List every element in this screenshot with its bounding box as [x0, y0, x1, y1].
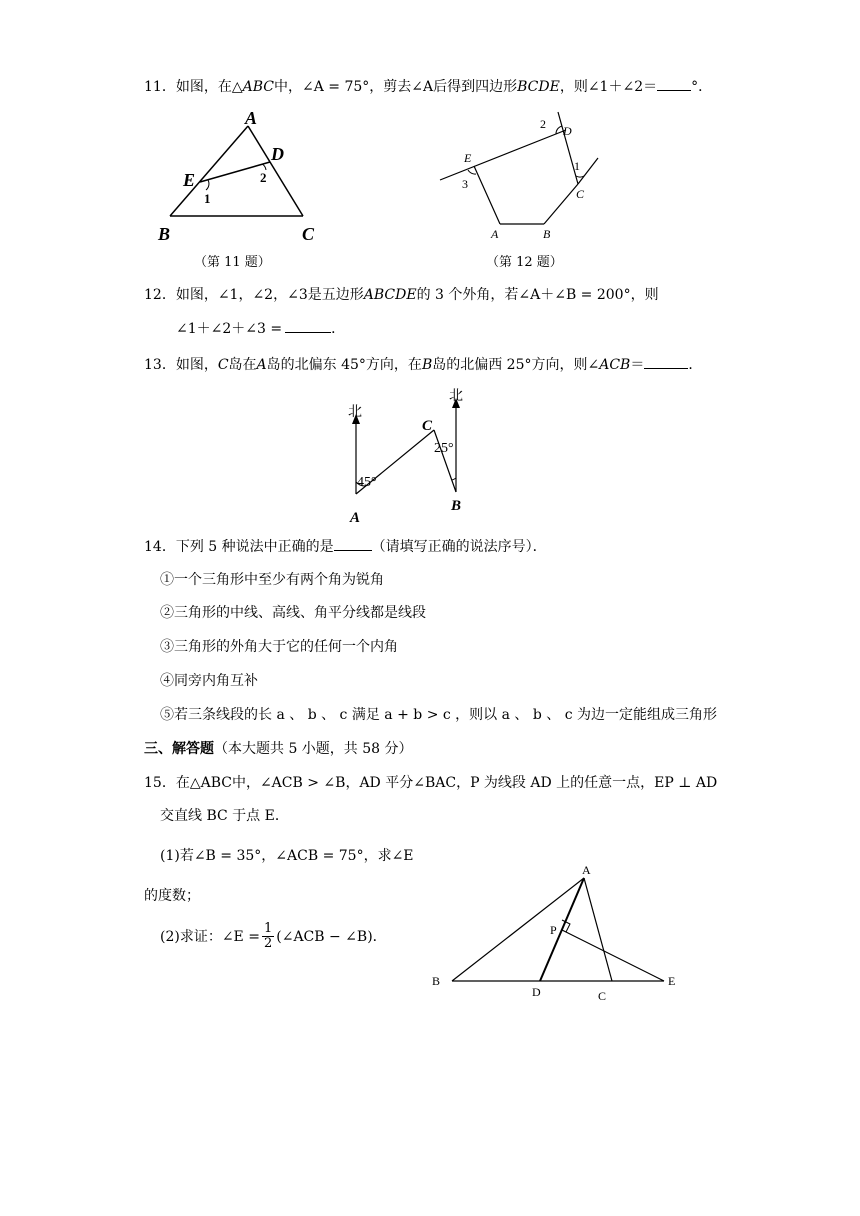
- q15-line-pe: [562, 930, 664, 981]
- q12-line-ed: [440, 130, 566, 180]
- q11-label-d: D: [271, 144, 284, 164]
- q11-answer-blank[interactable]: [657, 76, 691, 91]
- q15-side-ab: [452, 878, 584, 981]
- q12-side-ea: [474, 166, 500, 224]
- q15-figure: [424, 864, 684, 1004]
- q12-text-2: 的 3 个外角，若∠A＋∠B = 200°，则: [416, 287, 659, 303]
- q12-label-c: C: [576, 187, 585, 201]
- q14-item-5: ⑤若三条线段的长 a 、 b 、 c 满足 a + b > c ，则以 a 、 b 、 c 为边一定能组成三角形: [160, 707, 718, 723]
- q13-angle-b-arc: [452, 478, 456, 480]
- q13-label-a: A: [350, 510, 361, 526]
- q15-label-c: C: [598, 989, 607, 1003]
- q12-stem: [144, 285, 659, 305]
- q14-answer-blank[interactable]: [334, 536, 372, 551]
- section3-title: 三、解答题: [144, 741, 214, 757]
- q13-text-4: 岛的北偏西 25°方向，则∠: [432, 357, 600, 373]
- q12-pentagon: ABCDE: [363, 287, 417, 303]
- q13-text-6: ．: [688, 357, 703, 373]
- q12-angle1-arc: [576, 176, 584, 177]
- q15-fraction: [262, 922, 274, 951]
- q11-label-e: E: [183, 170, 196, 190]
- q13-a: A: [256, 357, 267, 373]
- q12-label-b: B: [543, 227, 551, 241]
- q12-line-dc: [558, 112, 578, 184]
- q11-label-b: B: [158, 224, 171, 244]
- q13-north-label-b: 北: [449, 389, 463, 404]
- q14-item-1: ①一个三角形中至少有两个角为锐角: [160, 572, 384, 588]
- q12-label-e: E: [464, 151, 472, 165]
- q13-text-3: 岛的北偏东 45°方向，在: [266, 357, 422, 373]
- q11-side-ac: [248, 126, 303, 216]
- q13-label-c: C: [422, 418, 433, 434]
- q12-label-d: D: [563, 124, 572, 138]
- q12-figure: [436, 108, 616, 244]
- q15-label-p: P: [550, 923, 557, 937]
- q13-figure: [340, 386, 480, 528]
- q11-caption: （第 11 题）: [194, 255, 271, 270]
- q13-north-label-a: 北: [348, 405, 362, 420]
- q14-text-2: （请填写正确的说法序号）．: [371, 539, 547, 555]
- q12-label-1: 1: [574, 159, 580, 173]
- q12-text-4: ．: [331, 321, 346, 337]
- q12-ext-c: [578, 158, 598, 184]
- q11-angle1-arc: [206, 180, 209, 190]
- section3-heading: [144, 739, 413, 759]
- q15-side-ac: [584, 878, 612, 981]
- q12-answer-blank[interactable]: [285, 318, 331, 333]
- q12-angle3-arc: [468, 170, 476, 174]
- q11-label-a: A: [245, 108, 258, 128]
- q11-label-1: 1: [204, 191, 211, 206]
- q13-acb: ACB: [599, 357, 631, 373]
- q11-figure: [150, 104, 330, 244]
- q15-part2-text: (2)求证：∠E =: [160, 928, 260, 945]
- q11-text: 11．如图，在: [144, 79, 232, 95]
- q11-label-2: 2: [260, 170, 267, 185]
- q15-bisector-ad: [540, 878, 584, 981]
- q13-text-2: 岛在: [228, 357, 257, 373]
- q13-b: B: [421, 357, 433, 373]
- q15-fraction-num: 1: [263, 921, 273, 936]
- q13-angle-25: 25°: [434, 441, 454, 456]
- q13-c: C: [217, 357, 229, 373]
- q14-text: 14．下列 5 种说法中正确的是: [144, 539, 334, 555]
- q14-item-4: ④同旁内角互补: [160, 673, 258, 689]
- section3-note: （本大题共 5 小题，共 58 分）: [214, 741, 413, 757]
- q12-text-3: ∠1＋∠2＋∠3 =: [176, 321, 283, 337]
- q15-fraction-den: 2: [263, 936, 273, 951]
- q12-label-2: 2: [540, 117, 546, 131]
- q14-stem: [144, 536, 547, 557]
- q14-item-3: ③三角形的外角大于它的任何一个内角: [160, 639, 398, 655]
- q14-item-2: ②三角形的中线、高线、角平分线都是线段: [160, 605, 426, 621]
- q13-line-cb: [434, 430, 456, 492]
- q13-text-5: ＝: [630, 357, 645, 373]
- q15-label-d: D: [532, 985, 541, 999]
- q15-part2: [160, 922, 387, 951]
- q15-label-e: E: [668, 974, 676, 988]
- q11-text-4: °．: [691, 79, 713, 95]
- q11-label-c: C: [302, 224, 315, 244]
- q15-part2-text-2: (∠ACB − ∠B)．: [276, 928, 387, 945]
- q12-stem-line2: [176, 318, 345, 339]
- q11-text-2: 中，∠A = 75°，剪去∠A后得到四边形: [273, 79, 518, 95]
- q11-text-3: ，则∠1＋∠2＝: [559, 79, 658, 95]
- q13-label-b: B: [451, 498, 462, 514]
- q12-label-a: A: [491, 227, 499, 241]
- q13-answer-blank[interactable]: [644, 354, 688, 369]
- q11-triangle: △ABC: [231, 79, 274, 95]
- q15-part1-cont: 的度数；: [144, 888, 200, 904]
- q12-text: 12．如图，∠1，∠2，∠3是五边形: [144, 287, 364, 303]
- q15-label-b: B: [432, 974, 441, 988]
- q15-stem-line1: 15．在△ABC中，∠ACB > ∠B，AD 平分∠BAC，P 为线段 AD 上的任意一点，EP ⊥ AD: [144, 775, 718, 791]
- q12-caption: （第 12 题）: [486, 255, 563, 270]
- q15-part1: (1)若∠B = 35°，∠ACB = 75°，求∠E: [160, 848, 414, 864]
- q12-side-bc: [544, 184, 578, 224]
- q11-stem: [144, 76, 712, 97]
- q15-label-a: A: [582, 864, 591, 877]
- q13-angle-45: 45°: [357, 475, 377, 490]
- q15-stem-line2: 交直线 BC 于点 E．: [160, 808, 289, 824]
- q12-label-3: 3: [462, 177, 468, 191]
- q11-quad: BCDE: [517, 79, 560, 95]
- q13-stem: [144, 354, 702, 375]
- q13-text: 13．如图，: [144, 357, 218, 373]
